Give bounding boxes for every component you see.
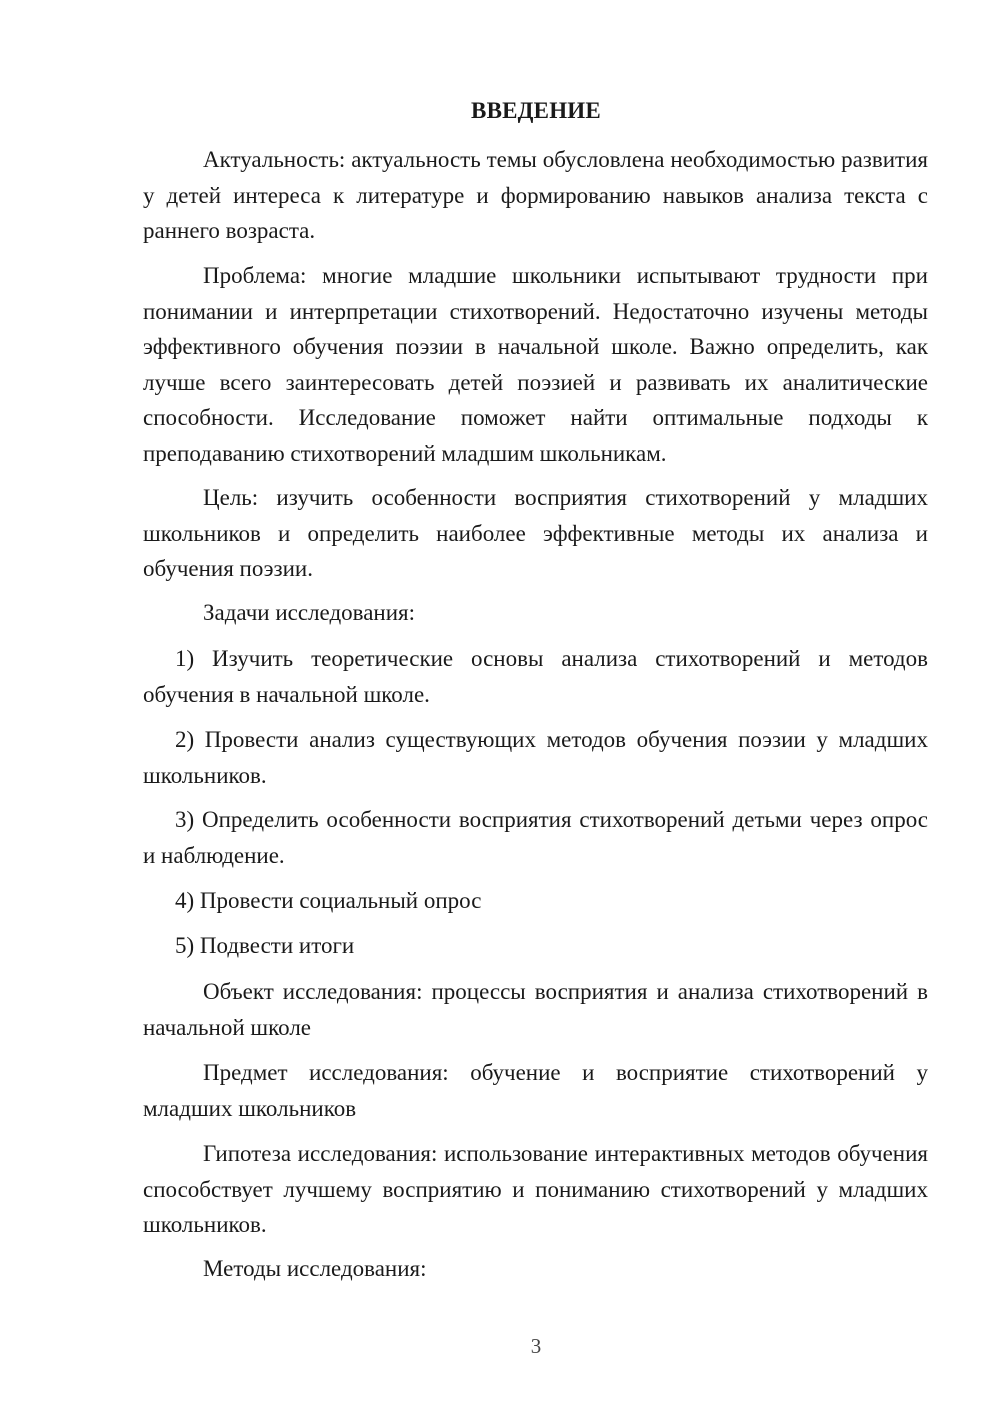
tasks-heading: Задачи исследования:	[203, 600, 416, 625]
task-item-3: 3) Определить особенности восприятия стихотворений детьми через опрос и наблюдение.	[143, 807, 928, 868]
task-item-2: 2) Провести анализ существующих методов обучения поэзии у младших школьников.	[143, 727, 928, 788]
hypothesis-paragraph: Гипотеза исследования: использование интерактивных методов обучения способствует лучшему восприятию и пониманию стихотворений у младших школьников.	[143, 1141, 928, 1237]
relevance-paragraph: Актуальность: актуальность темы обусловлена необходимостью развития у детей интереса к литературе и формированию навыков анализа текста с раннего возраста.	[143, 147, 928, 243]
problem-paragraph: Проблема: многие младшие школьники испытывают трудности при понимании и интерпретации стихотворений. Недостаточно изучены методы эффективного обучения поэзии в начальной школе. Важно определить, как лучше всего заинтересовать детей поэзией и развивать их аналитические способности. Исследование поможет найти оптимальные подходы к преподаванию стихотворений младшим школьникам.	[143, 263, 928, 466]
methods-heading: Методы исследования:	[203, 1256, 427, 1281]
task-item-5: 5) Подвести итоги	[175, 933, 355, 958]
object-paragraph: Объект исследования: процессы восприятия и анализа стихотворений в начальной школе	[143, 979, 928, 1040]
goal-paragraph: Цель: изучить особенности восприятия стихотворений у младших школьников и определить наиболее эффективные методы их анализа и обучения поэзии.	[143, 485, 928, 581]
page-number: 3	[530, 1334, 542, 1358]
task-item-1: 1) Изучить теоретические основы анализа стихотворений и методов обучения в начальной школе.	[143, 646, 928, 707]
page-title: ВВЕДЕНИЕ	[471, 98, 601, 123]
subject-paragraph: Предмет исследования: обучение и восприятие стихотворений у младших школьников	[143, 1060, 928, 1121]
task-item-4: 4) Провести социальный опрос	[175, 888, 482, 913]
